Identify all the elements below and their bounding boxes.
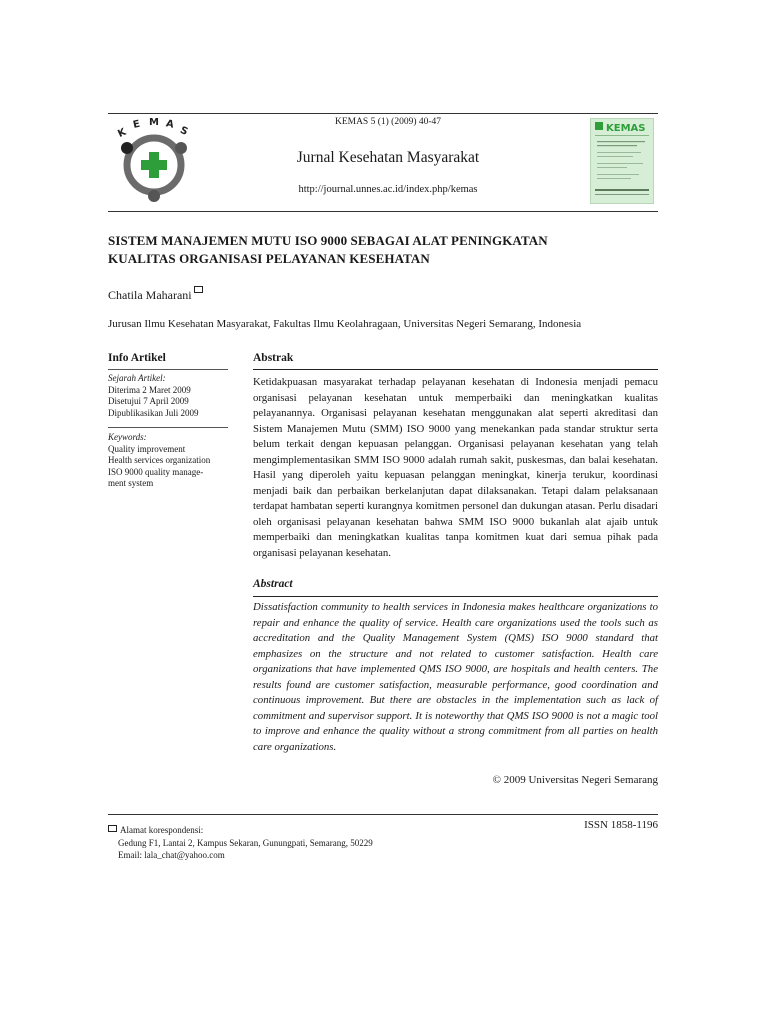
published-date: Dipublikasikan Juli 2009 [108,407,199,418]
svg-text:A: A [164,118,175,131]
svg-text:E: E [132,118,142,131]
abstrak-heading: Abstrak [253,352,294,364]
envelope-icon [194,286,203,293]
header-top-rule [108,113,658,114]
svg-text:M: M [149,118,159,128]
article-history [108,373,233,419]
received-date: Diterima 2 Maret 2009 [108,384,191,395]
abstrak-body: Ketidakpuasan masyarakat terhadap pelayanan kesehatan di Indonesia menjadi pemacu organisasi pelayanan kesehatan untuk memperbaiki dan meningkatkan kualitas pelayanannya. Organisasi pelayanan kesehatan menggunakan alat seperti akreditasi dan Sistem Manajemen Mutu (SMM) ISO 9000 yang menekankan pada standar struktur serta belum terkait dengan kepuasan pelanggan. Organisasi pelayanan kesehatan yang telah mengimplementasikan SMM ISO 9000 adalah rumah sakit, puskesmas, dan balai kesehatan. Hasil yang diperoleh yaitu kepuasan pelanggan meningkat, kinerja terukur, koordinasi menjadi baik dan perbaikan berkelanjutan dapat dilaksanakan. Tetapi dalam pelaksanaan terdapat hambatan seperti kurangnya komitmen personel dan dukungan atasan. Perlu disadari oleh organisasi pelayanan kesehatan bahwa SMM ISO 9000 bukanlah alat ajaib untuk memperbaiki dan meningkatkan kualitas tanpa komitmen kuat dari semua pihak pada organisasi pelayanan kesehatan. [253,376,658,559]
keyword: Health services organization [108,455,211,466]
copyright: © 2009 Universitas Negeri Semarang [492,774,658,786]
journal-title: Jurnal Kesehatan Masyarakat [296,149,480,166]
keyword: ment system [108,478,154,489]
keywords [108,432,233,490]
correspondence-address [108,824,448,862]
journal-url[interactable]: http://journal.unnes.ac.id/index.php/kemas [298,184,478,195]
keyword: ISO 9000 quality manage- [108,466,204,477]
journal-logo [116,118,192,208]
envelope-icon [108,825,117,832]
keyword: Quality improvement [108,443,186,454]
article-info-heading: Info Artikel [108,352,166,364]
article-title [108,232,668,268]
correspondence-label: Alamat korespondensi: [120,825,204,835]
correspondence-email[interactable]: Email: lala_chat@yahoo.com [118,850,225,860]
author-affiliation: Jurusan Ilmu Kesehatan Masyarakat, Fakultas Ilmu Keolahragaan, Universitas Negeri Semarang, Indonesia [108,318,582,330]
abstract-body: Dissatisfaction community to health services in Indonesia makes healthcare organizations to repair and enhance the quality of service. Health care organizations used the tools such as accreditation and the Quality Management System (QMS) ISO 9000 standard that emphasizes on the structure and not related to customer satisfaction. Health care organizations that have implemented QMS ISO 9000, are hospitals and health centers. The results found are customer satisfaction, measurable performance, good coordination and continuous improvement. But there are obstacles in the implementation such as lack of commitment and supervisor support. It is noteworthy that QMS ISO 9000 is not a magic tool to improve and enhance the quality without a strong commitment from all parties on health care organizations. [253,601,658,753]
abstract-rule [253,596,658,597]
keywords-label: Keywords: [108,432,147,442]
author [108,286,203,303]
abstrak-rule [253,369,658,370]
journal-issue-meta: KEMAS 5 (1) (2009) 40-47 [334,117,442,127]
author-name: Chatila Maharani [108,288,192,302]
article-title-line-2: KUALITAS ORGANISASI PELAYANAN KESEHATAN [108,251,430,266]
svg-text:S: S [178,124,190,138]
keywords-rule [108,427,228,428]
article-info-rule [108,369,228,370]
history-label: Sejarah Artikel: [108,373,166,383]
journal-cover-thumbnail [590,118,654,204]
correspondence-street: Gedung F1, Lantai 2, Kampus Sekaran, Gunungpati, Semarang, 50229 [118,837,373,848]
header-bottom-rule [108,211,658,212]
approved-date: Disetujui 7 April 2009 [108,396,189,407]
issn: ISSN 1858-1196 [584,819,658,831]
footer-rule [108,814,658,815]
svg-text:K: K [116,126,128,140]
abstract-heading: Abstract [253,578,293,590]
cover-label: KEMAS [606,123,646,134]
article-title-line-1: SISTEM MANAJEMEN MUTU ISO 9000 SEBAGAI ALAT PENINGKATAN [108,233,548,248]
